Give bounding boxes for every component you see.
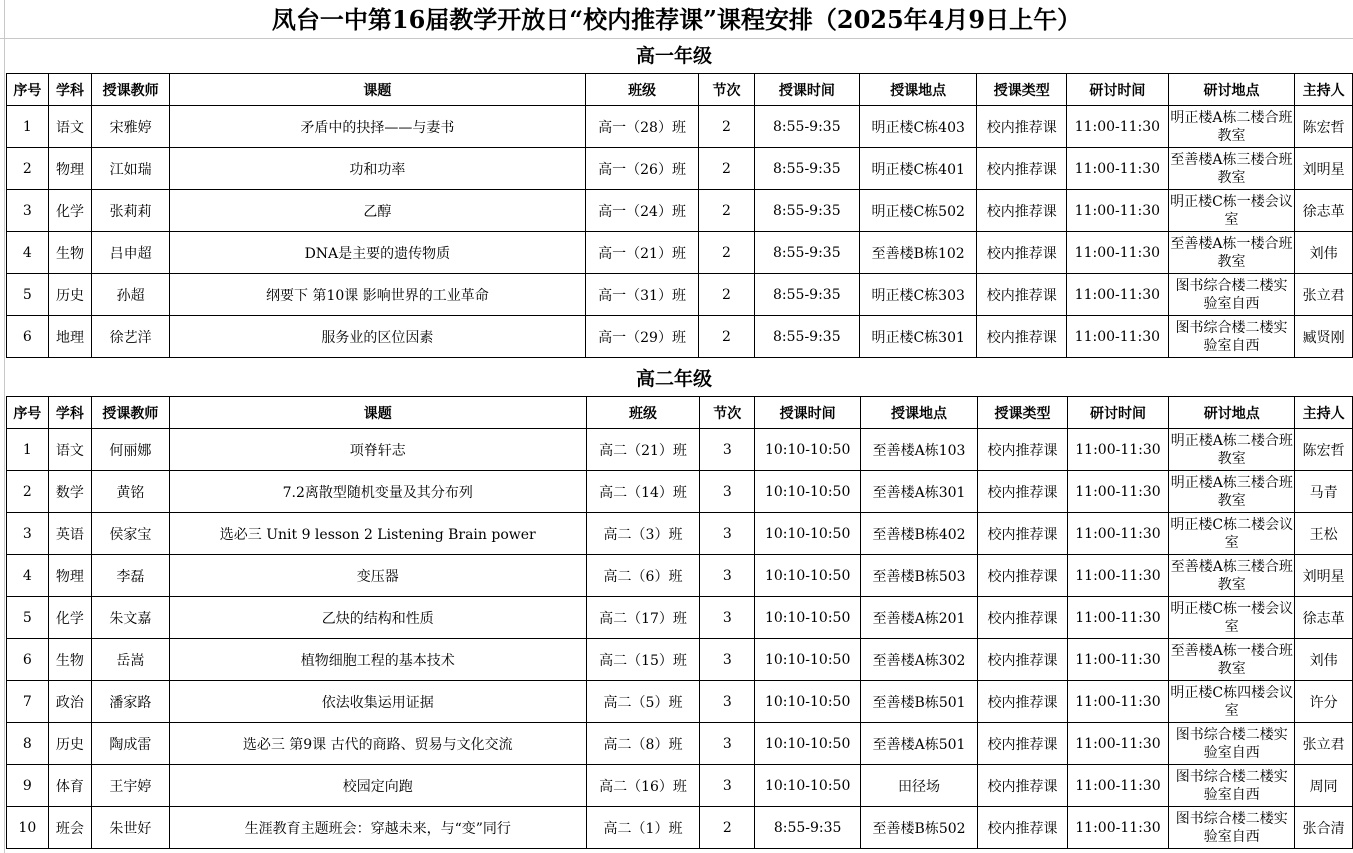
page-title: 凤台一中第16届教学开放日“校内推荐课”课程安排（2025年4月9日上午） xyxy=(271,5,1082,34)
table-row xyxy=(7,148,1353,190)
table-cell: 6 xyxy=(7,639,49,681)
table-cell: 宋雅婷 xyxy=(92,106,170,148)
table-cell: 徐艺洋 xyxy=(92,316,170,358)
table-cell: 4 xyxy=(7,232,49,274)
table-cell: 11:00-11:30 xyxy=(1067,639,1169,681)
table-cell: 高二（3）班 xyxy=(586,513,699,555)
table-cell: 校内推荐课 xyxy=(978,723,1067,765)
table-cell: 校内推荐课 xyxy=(978,765,1067,807)
section-title-text: 高一年级 xyxy=(635,45,712,67)
table-cell: 王宇婷 xyxy=(92,765,169,807)
table-cell: 高二（17）班 xyxy=(586,597,699,639)
table-cell: 选必三 Unit 9 lesson 2 Listening Brain power xyxy=(169,513,586,555)
table-cell: 侯家宝 xyxy=(92,513,169,555)
section-title xyxy=(6,362,1342,396)
table-cell: 明正楼C栋403 xyxy=(859,106,977,148)
table-cell: 3 xyxy=(700,555,755,597)
table-cell: 3 xyxy=(700,471,755,513)
table-cell: 明正楼A栋二楼合班教室 xyxy=(1169,429,1295,471)
table-cell: 11:00-11:30 xyxy=(1067,681,1169,723)
table-cell: 校内推荐课 xyxy=(978,513,1067,555)
table-cell: 5 xyxy=(7,274,49,316)
table-cell: 11:00-11:30 xyxy=(1067,429,1169,471)
table-cell: 政治 xyxy=(48,681,92,723)
table-cell: 至善楼A栋一楼合班教室 xyxy=(1168,232,1295,274)
table-cell: 11:00-11:30 xyxy=(1067,316,1169,358)
table-cell: 高二（16）班 xyxy=(586,765,699,807)
table-cell: 生物 xyxy=(48,232,92,274)
table-cell: 至善楼B栋502 xyxy=(860,807,977,849)
table-cell: 许分 xyxy=(1295,681,1353,723)
table-cell: 校内推荐课 xyxy=(977,148,1067,190)
table-row xyxy=(7,639,1353,681)
column-header: 研讨地点 xyxy=(1168,74,1295,106)
table-cell: 10:10-10:50 xyxy=(755,429,860,471)
table-cell: 刘伟 xyxy=(1295,232,1353,274)
table-cell: 至善楼A栋103 xyxy=(860,429,977,471)
table-cell: 依法收集运用证据 xyxy=(169,681,586,723)
table-cell: 3 xyxy=(700,639,755,681)
column-header: 授课教师 xyxy=(92,397,169,429)
table-cell: 孙超 xyxy=(92,274,170,316)
table-row xyxy=(7,190,1353,232)
table-cell: 植物细胞工程的基本技术 xyxy=(169,639,586,681)
table-row xyxy=(7,429,1353,471)
table-cell: 生物 xyxy=(48,639,92,681)
table-cell: 3 xyxy=(700,723,755,765)
table-cell: 班会 xyxy=(48,807,92,849)
table-cell: 数学 xyxy=(48,471,92,513)
table-cell: 11:00-11:30 xyxy=(1067,513,1169,555)
header-row xyxy=(7,397,1353,429)
table-cell: 11:00-11:30 xyxy=(1067,555,1169,597)
table-cell: 物理 xyxy=(48,555,92,597)
table-cell: 明正楼C栋二楼会议室 xyxy=(1169,513,1295,555)
column-header: 学科 xyxy=(48,74,92,106)
table-cell: 张立君 xyxy=(1295,274,1353,316)
table-cell: 校内推荐课 xyxy=(977,232,1067,274)
table-cell: 英语 xyxy=(48,513,92,555)
table-cell: 矛盾中的抉择——与妻书 xyxy=(169,106,585,148)
table-cell: 3 xyxy=(700,597,755,639)
column-header: 序号 xyxy=(7,397,49,429)
table-cell: 至善楼A栋301 xyxy=(860,471,977,513)
table-cell: 陈宏哲 xyxy=(1295,429,1353,471)
column-header: 授课时间 xyxy=(754,74,859,106)
table-cell: 纲要下 第10课 影响世界的工业革命 xyxy=(169,274,585,316)
table-cell: 明正楼C栋一楼会议室 xyxy=(1168,190,1295,232)
table-cell: 朱文嘉 xyxy=(92,597,169,639)
table-cell: 校内推荐课 xyxy=(978,681,1067,723)
table-cell: 2 xyxy=(699,232,754,274)
table-cell: 5 xyxy=(7,597,49,639)
table-cell: 黄铭 xyxy=(92,471,169,513)
table-cell: 岳嵩 xyxy=(92,639,169,681)
column-header: 班级 xyxy=(586,397,699,429)
table-cell: 1 xyxy=(7,106,49,148)
table-cell: 陶成雷 xyxy=(92,723,169,765)
table-cell: 校内推荐课 xyxy=(977,316,1067,358)
table-cell: 吕申超 xyxy=(92,232,170,274)
table-cell: 历史 xyxy=(48,274,92,316)
table-cell: 10:10-10:50 xyxy=(755,555,860,597)
table-cell: 至善楼A栋三楼合班教室 xyxy=(1168,148,1295,190)
table-cell: 2 xyxy=(699,190,754,232)
table-cell: 图书综合楼二楼实验室自西 xyxy=(1169,807,1295,849)
table-cell: 10:10-10:50 xyxy=(755,597,860,639)
table-cell: 11:00-11:30 xyxy=(1067,274,1169,316)
table-cell: 10:10-10:50 xyxy=(755,765,860,807)
column-header: 授课时间 xyxy=(755,397,860,429)
table-cell: 10:10-10:50 xyxy=(755,681,860,723)
table-cell: 11:00-11:30 xyxy=(1067,232,1169,274)
table-cell: 10:10-10:50 xyxy=(755,723,860,765)
table-cell: 3 xyxy=(7,513,49,555)
column-header: 授课教师 xyxy=(92,74,170,106)
table-cell: 功和功率 xyxy=(169,148,585,190)
column-header: 授课地点 xyxy=(860,397,977,429)
schedule-table-grade2 xyxy=(6,396,1353,849)
table-cell: 高一（21）班 xyxy=(585,232,698,274)
table-cell: 至善楼B栋402 xyxy=(860,513,977,555)
table-cell: 校内推荐课 xyxy=(978,807,1067,849)
table-cell: 刘伟 xyxy=(1295,639,1353,681)
table-cell: 3 xyxy=(700,429,755,471)
table-cell: 高二（15）班 xyxy=(586,639,699,681)
table-cell: 高一（29）班 xyxy=(585,316,698,358)
table-cell: 明正楼C栋303 xyxy=(859,274,977,316)
table-cell: 陈宏哲 xyxy=(1295,106,1353,148)
table-cell: 图书综合楼二楼实验室自西 xyxy=(1169,765,1295,807)
table-cell: 9 xyxy=(7,765,49,807)
table-cell: 张莉莉 xyxy=(92,190,170,232)
table-cell: 明正楼C栋一楼会议室 xyxy=(1169,597,1295,639)
table-row xyxy=(7,471,1353,513)
table-cell: DNA是主要的遗传物质 xyxy=(169,232,585,274)
table-cell: 高二（6）班 xyxy=(586,555,699,597)
table-cell: 体育 xyxy=(48,765,92,807)
table-row xyxy=(7,316,1353,358)
header-row xyxy=(7,74,1353,106)
table-cell: 校内推荐课 xyxy=(978,471,1067,513)
table-cell: 明正楼C栋301 xyxy=(859,316,977,358)
table-cell: 变压器 xyxy=(169,555,586,597)
column-header: 研讨时间 xyxy=(1067,74,1169,106)
table-row xyxy=(7,597,1353,639)
table-cell: 8:55-9:35 xyxy=(754,232,859,274)
table-row xyxy=(7,765,1353,807)
column-header: 授课类型 xyxy=(977,74,1067,106)
table-cell: 11:00-11:30 xyxy=(1067,148,1169,190)
table-cell: 张合清 xyxy=(1295,807,1353,849)
table-row xyxy=(7,274,1353,316)
table-cell: 3 xyxy=(700,513,755,555)
table-cell: 11:00-11:30 xyxy=(1067,106,1169,148)
section-title xyxy=(6,40,1342,73)
table-cell: 至善楼B栋501 xyxy=(860,681,977,723)
table-cell: 潘家路 xyxy=(92,681,169,723)
table-cell: 校内推荐课 xyxy=(978,429,1067,471)
table-cell: 高二（21）班 xyxy=(586,429,699,471)
column-header: 班级 xyxy=(585,74,698,106)
table-cell: 8:55-9:35 xyxy=(754,106,859,148)
table-cell: 2 xyxy=(699,106,754,148)
column-header: 授课地点 xyxy=(859,74,977,106)
table-cell: 明正楼C栋502 xyxy=(859,190,977,232)
table-cell: 校内推荐课 xyxy=(978,639,1067,681)
table-row xyxy=(7,807,1353,849)
table-cell: 马青 xyxy=(1295,471,1353,513)
table-cell: 乙炔的结构和性质 xyxy=(169,597,586,639)
table-cell: 4 xyxy=(7,555,49,597)
column-header: 序号 xyxy=(7,74,49,106)
table-cell: 徐志革 xyxy=(1295,190,1353,232)
table-cell: 2 xyxy=(7,471,49,513)
table-cell: 李磊 xyxy=(92,555,169,597)
table-cell: 3 xyxy=(700,681,755,723)
column-header: 节次 xyxy=(699,74,754,106)
table-cell: 至善楼B栋102 xyxy=(859,232,977,274)
column-header: 课题 xyxy=(169,74,585,106)
column-header: 节次 xyxy=(700,397,755,429)
table-cell: 化学 xyxy=(48,190,92,232)
table-cell: 高一（24）班 xyxy=(585,190,698,232)
column-header: 学科 xyxy=(48,397,92,429)
table-row xyxy=(7,723,1353,765)
column-header: 主持人 xyxy=(1295,74,1353,106)
table-cell: 校内推荐课 xyxy=(977,274,1067,316)
table-cell: 至善楼A栋302 xyxy=(860,639,977,681)
table-cell: 王松 xyxy=(1295,513,1353,555)
table-cell: 至善楼A栋501 xyxy=(860,723,977,765)
table-cell: 选必三 第9课 古代的商路、贸易与文化交流 xyxy=(169,723,586,765)
table-cell: 8:55-9:35 xyxy=(754,148,859,190)
table-cell: 8:55-9:35 xyxy=(754,190,859,232)
table-cell: 11:00-11:30 xyxy=(1067,807,1169,849)
table-cell: 至善楼A栋一楼合班教室 xyxy=(1169,639,1295,681)
column-header: 主持人 xyxy=(1295,397,1353,429)
table-cell: 6 xyxy=(7,316,49,358)
table-cell: 2 xyxy=(699,148,754,190)
table-cell: 3 xyxy=(700,765,755,807)
table-cell: 高二（8）班 xyxy=(586,723,699,765)
table-cell: 语文 xyxy=(48,429,92,471)
table-cell: 至善楼A栋201 xyxy=(860,597,977,639)
table-cell: 2 xyxy=(7,148,49,190)
table-cell: 历史 xyxy=(48,723,92,765)
table-cell: 图书综合楼二楼实验室自西 xyxy=(1168,274,1295,316)
table-cell: 8:55-9:35 xyxy=(754,274,859,316)
table-cell: 2 xyxy=(699,274,754,316)
table-cell: 11:00-11:30 xyxy=(1067,471,1169,513)
table-cell: 10 xyxy=(7,807,49,849)
table-cell: 图书综合楼二楼实验室自西 xyxy=(1169,723,1295,765)
table-cell: 3 xyxy=(7,190,49,232)
table-cell: 校内推荐课 xyxy=(978,555,1067,597)
table-cell: 高一（28）班 xyxy=(585,106,698,148)
sheet-gridline xyxy=(4,0,5,853)
table-cell: 明正楼A栋三楼合班教室 xyxy=(1169,471,1295,513)
table-cell: 10:10-10:50 xyxy=(755,639,860,681)
table-cell: 高一（31）班 xyxy=(585,274,698,316)
column-header: 研讨地点 xyxy=(1169,397,1295,429)
table-cell: 高二（1）班 xyxy=(586,807,699,849)
table-cell: 服务业的区位因素 xyxy=(169,316,585,358)
table-cell: 10:10-10:50 xyxy=(755,513,860,555)
table-cell: 校内推荐课 xyxy=(978,597,1067,639)
table-cell: 10:10-10:50 xyxy=(755,471,860,513)
table-cell: 高二（5）班 xyxy=(586,681,699,723)
column-header: 课题 xyxy=(169,397,586,429)
table-cell: 项脊轩志 xyxy=(169,429,586,471)
table-cell: 11:00-11:30 xyxy=(1067,723,1169,765)
table-cell: 至善楼B栋503 xyxy=(860,555,977,597)
table-cell: 物理 xyxy=(48,148,92,190)
table-cell: 乙醇 xyxy=(169,190,585,232)
table-cell: 朱世好 xyxy=(92,807,169,849)
table-row xyxy=(7,513,1353,555)
table-cell: 张立君 xyxy=(1295,723,1353,765)
column-header: 研讨时间 xyxy=(1067,397,1169,429)
table-cell: 校内推荐课 xyxy=(977,106,1067,148)
table-cell: 2 xyxy=(700,807,755,849)
table-row xyxy=(7,232,1353,274)
table-cell: 江如瑞 xyxy=(92,148,170,190)
table-cell: 徐志革 xyxy=(1295,597,1353,639)
table-cell: 11:00-11:30 xyxy=(1067,597,1169,639)
table-cell: 8:55-9:35 xyxy=(755,807,860,849)
table-cell: 明正楼C栋401 xyxy=(859,148,977,190)
table-cell: 图书综合楼二楼实验室自西 xyxy=(1168,316,1295,358)
table-row xyxy=(7,106,1353,148)
table-cell: 11:00-11:30 xyxy=(1067,765,1169,807)
table-cell: 高一（26）班 xyxy=(585,148,698,190)
table-cell: 8:55-9:35 xyxy=(754,316,859,358)
table-cell: 田径场 xyxy=(860,765,977,807)
table-cell: 明正楼C栋四楼会议室 xyxy=(1169,681,1295,723)
table-cell: 校内推荐课 xyxy=(977,190,1067,232)
table-cell: 化学 xyxy=(48,597,92,639)
table-cell: 周同 xyxy=(1295,765,1353,807)
section-title-text: 高二年级 xyxy=(635,368,712,390)
table-cell: 8 xyxy=(7,723,49,765)
table-cell: 7 xyxy=(7,681,49,723)
table-cell: 2 xyxy=(699,316,754,358)
table-cell: 地理 xyxy=(48,316,92,358)
table-row xyxy=(7,681,1353,723)
table-cell: 刘明星 xyxy=(1295,148,1353,190)
table-cell: 7.2离散型随机变量及其分布列 xyxy=(169,471,586,513)
table-cell: 1 xyxy=(7,429,49,471)
table-row xyxy=(7,555,1353,597)
table-cell: 生涯教育主题班会：穿越未来，与“变”同行 xyxy=(169,807,586,849)
table-cell: 至善楼A栋三楼合班教室 xyxy=(1169,555,1295,597)
schedule-table-grade1 xyxy=(6,73,1353,358)
table-cell: 高二（14）班 xyxy=(586,471,699,513)
column-header: 授课类型 xyxy=(978,397,1067,429)
table-cell: 语文 xyxy=(48,106,92,148)
table-cell: 11:00-11:30 xyxy=(1067,190,1169,232)
table-cell: 何丽娜 xyxy=(92,429,169,471)
table-cell: 明正楼A栋二楼合班教室 xyxy=(1168,106,1295,148)
table-cell: 校园定向跑 xyxy=(169,765,586,807)
table-cell: 刘明星 xyxy=(1295,555,1353,597)
table-cell: 臧贤刚 xyxy=(1295,316,1353,358)
